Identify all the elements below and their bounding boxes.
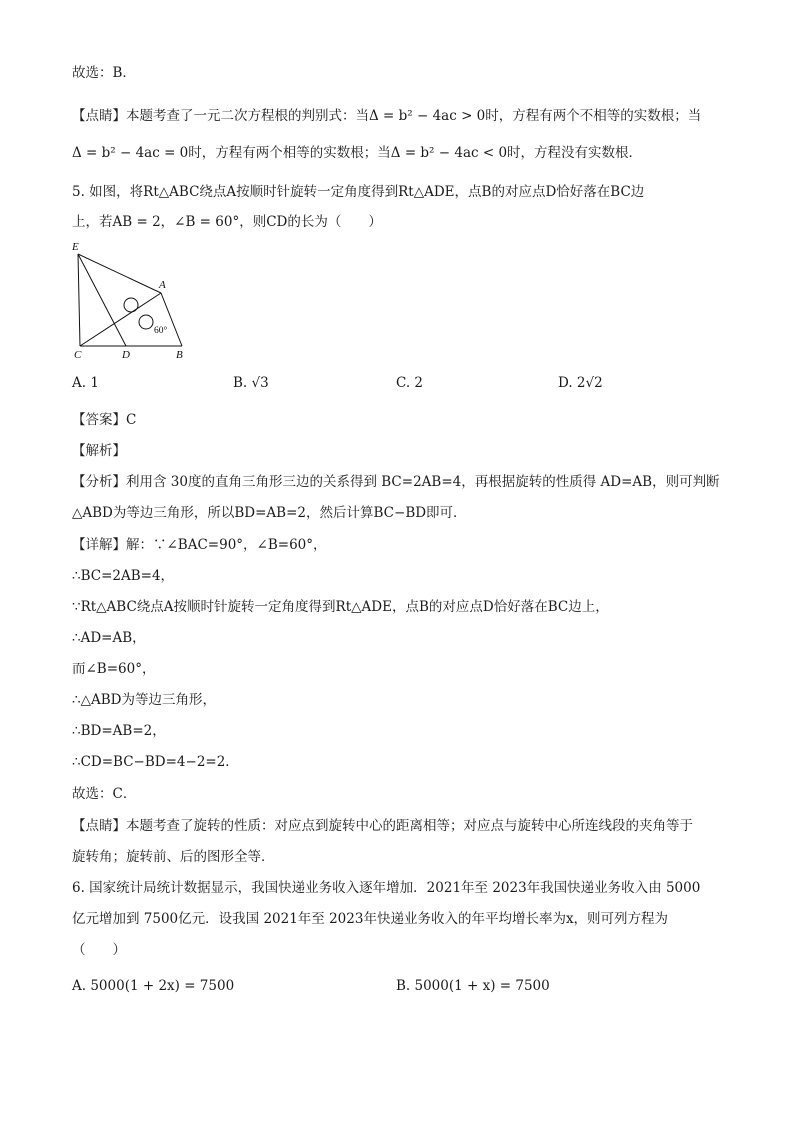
q6-stem-line3: （ ）: [72, 942, 126, 958]
angle-label: 60°: [154, 326, 168, 336]
label-D: D: [122, 349, 130, 360]
label-C: C: [74, 349, 82, 360]
q5-step: 而∠B=60°，: [72, 661, 156, 677]
q5-option-a: A. 1: [72, 375, 99, 391]
q5-fenxi-line1: [72, 472, 720, 492]
comment-text: 本题考查了一元二次方程根的判别式：当Δ = b² − 4ac > 0时，方程有两个不相等的实数根；当: [126, 108, 702, 124]
q5-option-c: C. 2: [396, 375, 424, 391]
q5-stem-line2: 上，若AB = 2，∠B = 60°，则CD的长为（ ）: [72, 214, 382, 230]
angle-arc-mark: [139, 315, 153, 329]
prev-comment-line1: [72, 106, 701, 126]
segment-AB: [161, 293, 182, 346]
detail-tag: 【详解】: [72, 537, 126, 553]
q5-step: ∴AD=AB，: [72, 630, 146, 646]
prev-answer: 故选：B．: [72, 65, 136, 81]
q6-stem-line1: 6. 国家统计局统计数据显示，我国快递业务收入逐年增加．2021年至 2023年我国快递业务收入由 5000: [72, 880, 701, 896]
comment-tag: 【点睛】: [72, 818, 126, 834]
segment-EC: [78, 254, 80, 346]
fenxi-text: 利用含 30度的直角三角形三边的关系得到 BC=2AB=4，再根据旋转的性质得 AD=AB，则可判断: [126, 474, 720, 490]
q5-comment-line1: [72, 816, 693, 836]
segment-EA: [78, 254, 161, 293]
comment-text: 本题考查了旋转的性质：对应点到旋转中心的距离相等；对应点与旋转中心所连线段的夹角等于: [126, 818, 693, 834]
q5-analysis-tag: 【解析】: [72, 443, 126, 459]
q5-comment-line2: 旋转角；旋转前、后的图形全等．: [72, 849, 275, 865]
prev-comment-line2: Δ = b² − 4ac = 0时，方程有两个相等的实数根；当Δ = b² − 4ac < 0时，方程没有实数根．: [72, 145, 643, 161]
q5-figure: [70, 238, 200, 360]
q5-option-d: D. 2√2: [558, 375, 603, 391]
q5-step: ∴BC=2AB=4，: [72, 568, 175, 584]
label-E: E: [72, 241, 79, 253]
q5-step: ∴BD=AB=2，: [72, 723, 166, 739]
detail-text: 解：∵∠BAC=90°，∠B=60°，: [126, 537, 327, 553]
q5-step: 故选：C．: [72, 786, 137, 802]
q6-stem-line2: 亿元增加到 7500亿元．设我国 2021年至 2023年快递业务收入的年平均增长率为x，则可列方程为: [72, 911, 669, 927]
q6-option-a: A. 5000(1 + 2x) = 7500: [72, 978, 235, 994]
q5-step: ∵Rt△ABC绕点A按顺时针旋转一定角度得到Rt△ADE，点B的对应点D恰好落在BC边上，: [72, 599, 609, 615]
q5-step: ∴△ABD为等边三角形，: [72, 692, 216, 708]
q5-fenxi-line2: △ABD为等边三角形，所以BD=AB=2，然后计算BC−BD即可．: [72, 505, 467, 521]
label-B: B: [176, 349, 183, 360]
q5-option-b: B. √3: [233, 375, 269, 391]
q5-step: ∴CD=BC−BD=4−2=2．: [72, 754, 239, 770]
segment-CA: [80, 293, 161, 346]
angle-arc-mark: [124, 298, 138, 312]
q5-detail-line1: [72, 535, 327, 555]
q5-stem-line1: 5. 如图，将Rt△ABC绕点A按顺时针旋转一定角度得到Rt△ADE，点B的对应点D恰好落在BC边: [72, 184, 645, 200]
q5-answer: [72, 410, 136, 430]
fenxi-tag: 【分析】: [72, 474, 126, 490]
q6-option-b: B. 5000(1 + x) = 7500: [396, 978, 550, 994]
answer-value: C: [126, 412, 137, 428]
comment-tag: 【点睛】: [72, 108, 126, 124]
answer-tag: 【答案】: [72, 412, 126, 428]
label-A: A: [159, 279, 166, 291]
